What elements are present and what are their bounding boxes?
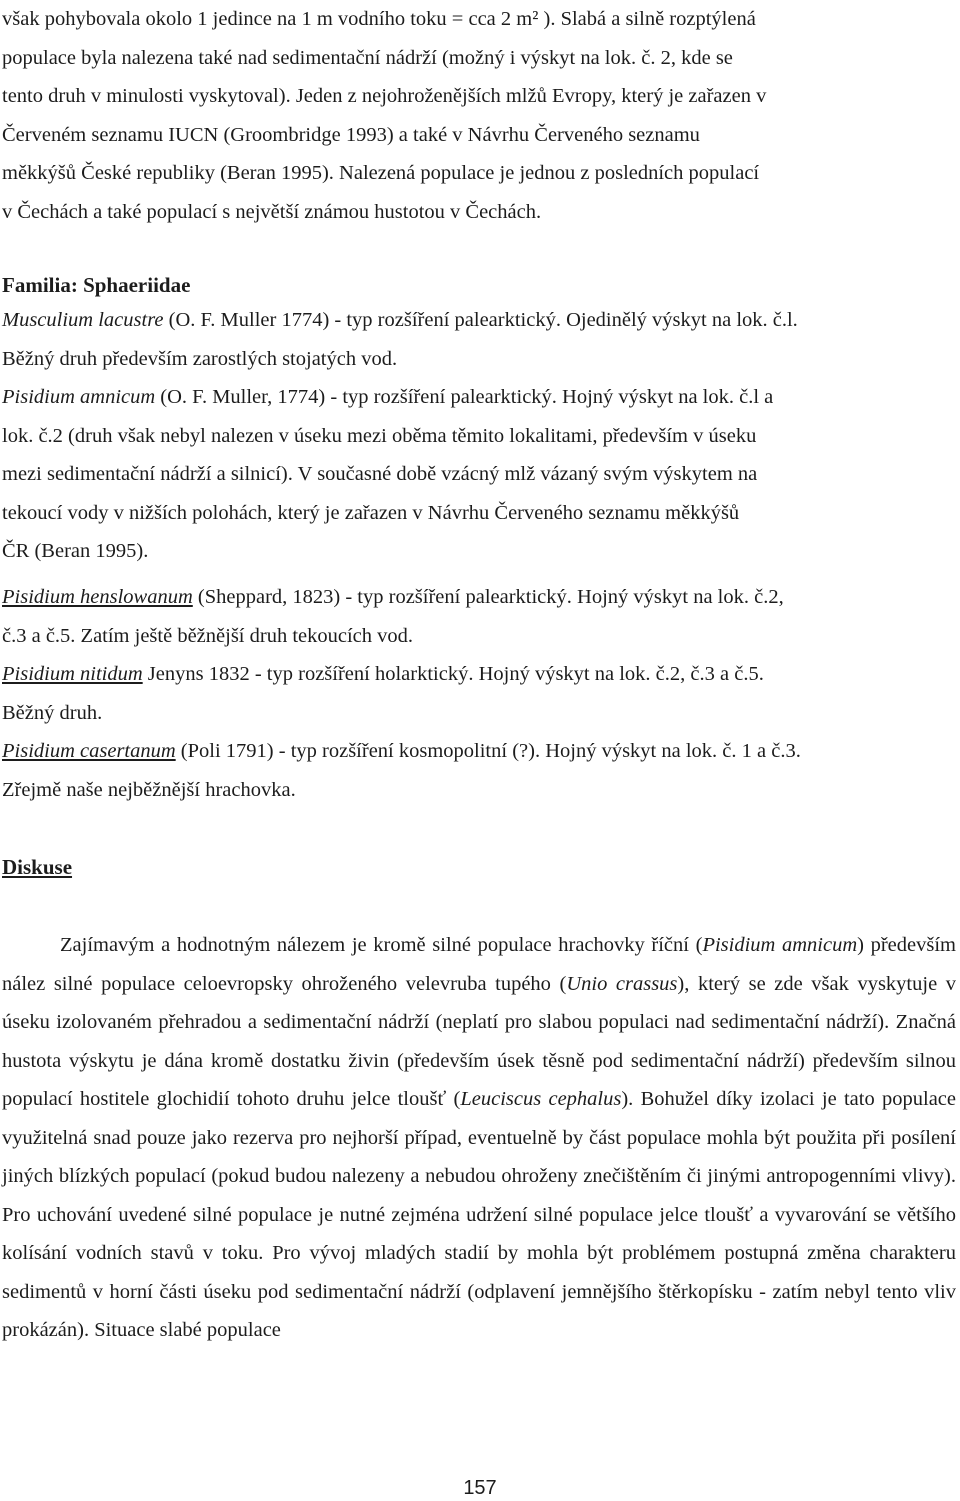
text-line: populace byla nalezena také nad sedimentační nádrží (možný i výskyt na lok. č. 2, kde se [2,46,733,69]
species-entry [2,655,956,732]
text-line: však pohybovala okolo 1 jedince na 1 m vodního toku = cca 2 m² ). Slabá a silně rozptýlená [2,8,756,30]
text-line: č.3 a č.5. Zatím ještě běžnější druh tekoucích vod. [2,624,414,647]
text-line: v Čechách a také populací s největší známou hustotou v Čechách. [2,200,542,223]
species-text: (O. F. Muller 1774) - typ rozšíření palearktický. Ojedinělý výskyt na lok. č.l. [163,309,798,331]
intro-paragraph [2,0,956,231]
text-run: Zajímavým a hodnotným nálezem je kromě silné populace hrachovky říční ( [60,934,703,956]
discussion-heading: Diskuse [2,855,73,879]
species-name: Pisidium casertanum [2,740,176,762]
species-name: Pisidium nitidum [2,663,143,685]
text-line: tekoucí vody v nižších polohách, který je zařazen v Návrhu Červeného seznamu měkkýšů [2,501,740,524]
text-run: ) především nález silné populace celoevropsky ohroženého velevruba tupého ( [2,934,956,995]
text-line: ČR (Beran 1995). [2,540,149,562]
text-line: tento druh v minulosti vyskytoval). Jeden z nejohroženějších mlžů Evropy, který je zařazen v [2,85,767,107]
family-heading: Familia: Sphaeriidae [2,273,191,297]
species-name: Musculium lacustre [2,309,164,331]
species-name: Unio crassus [566,972,678,995]
text-line: Zřejmě naše nejběžnější hrachovka. [2,778,296,801]
species-text: Jenyns 1832 - typ rozšíření holarktický. Hojný výskyt na lok. č.2, č.3 a č.5. [142,663,764,685]
text-line: Běžný druh. [2,701,103,724]
species-name: Pisidium amnicum [702,934,858,956]
text-line: Červeném seznamu IUCN (Groombridge 1993) a také v Návrhu Červeného seznamu [2,123,700,146]
text-line: měkkýšů České republiky (Beran 1995). Nalezená populace je jednou z posledních populací [2,162,760,184]
text-line: mezi sedimentační nádrží a silnicí). V současné době vzácný mlž vázaný svým výskytem na [2,463,758,485]
species-text: (Sheppard, 1823) - typ rozšíření palearktický. Hojný výskyt na lok. č.2, [192,586,784,608]
species-entry [2,578,956,655]
species-text: (O. F. Muller, 1774) - typ rozšíření palearktický. Hojný výskyt na lok. č.l a [155,386,774,408]
species-entry [2,301,956,378]
species-name: Pisidium amnicum [2,386,156,408]
species-name: Leuciscus cephalus [460,1088,622,1110]
text-run: ). Bohužel díky izolaci je tato populace využitelná snad pouze jako rezerva pro nejhorší případ, eventuelně by část populace mohla být použita při posílení jiných blízkých populací (pokud budou nalezeny a nebudou ohroženy znečištěním či jinými antropogenními vlivy). Pro uchování uvedené silné populace je nutné zejména udržení silné populace jelce tloušť a vyvarování se většího kolísání vodních stavů v toku. Pro vývoj mladých stadií by mohla být problémem postupná změna charakteru sedimentů v horní části úseku pod sedimentační nádrží (odplavení jemnějšího štěrkopísku - zatím nebyl tento vliv prokázán). Situace slabé populace [2,1088,956,1341]
species-text: (Poli 1791) - typ rozšíření kosmopolitní (?). Hojný výskyt na lok. č. 1 a č.3. [175,740,801,762]
page-number: 157 [463,1477,497,1499]
text-line: Běžný druh především zarostlých stojatých vod. [2,347,398,370]
species-entry [2,732,956,809]
text-run: ), který se zde však vyskytuje v úseku izolovaném přehradou a sedimentační nádrží (neplatí pro slabou populaci nad sedimentační nádrží). Značná hustota výskytu je dána kromě dostatku živin (především úsek těsně pod sedimentační nádrží) především silnou populací hostitele glochidií tohoto druhu jelce tloušť ( [2,972,956,1110]
species-name: Pisidium henslowanum [2,586,193,608]
discussion-paragraph [2,926,956,1350]
text-line: lok. č.2 (druh však nebyl nalezen v úseku mezi oběma těmito lokalitami, především v úseku [2,424,757,447]
species-entry [2,378,956,571]
